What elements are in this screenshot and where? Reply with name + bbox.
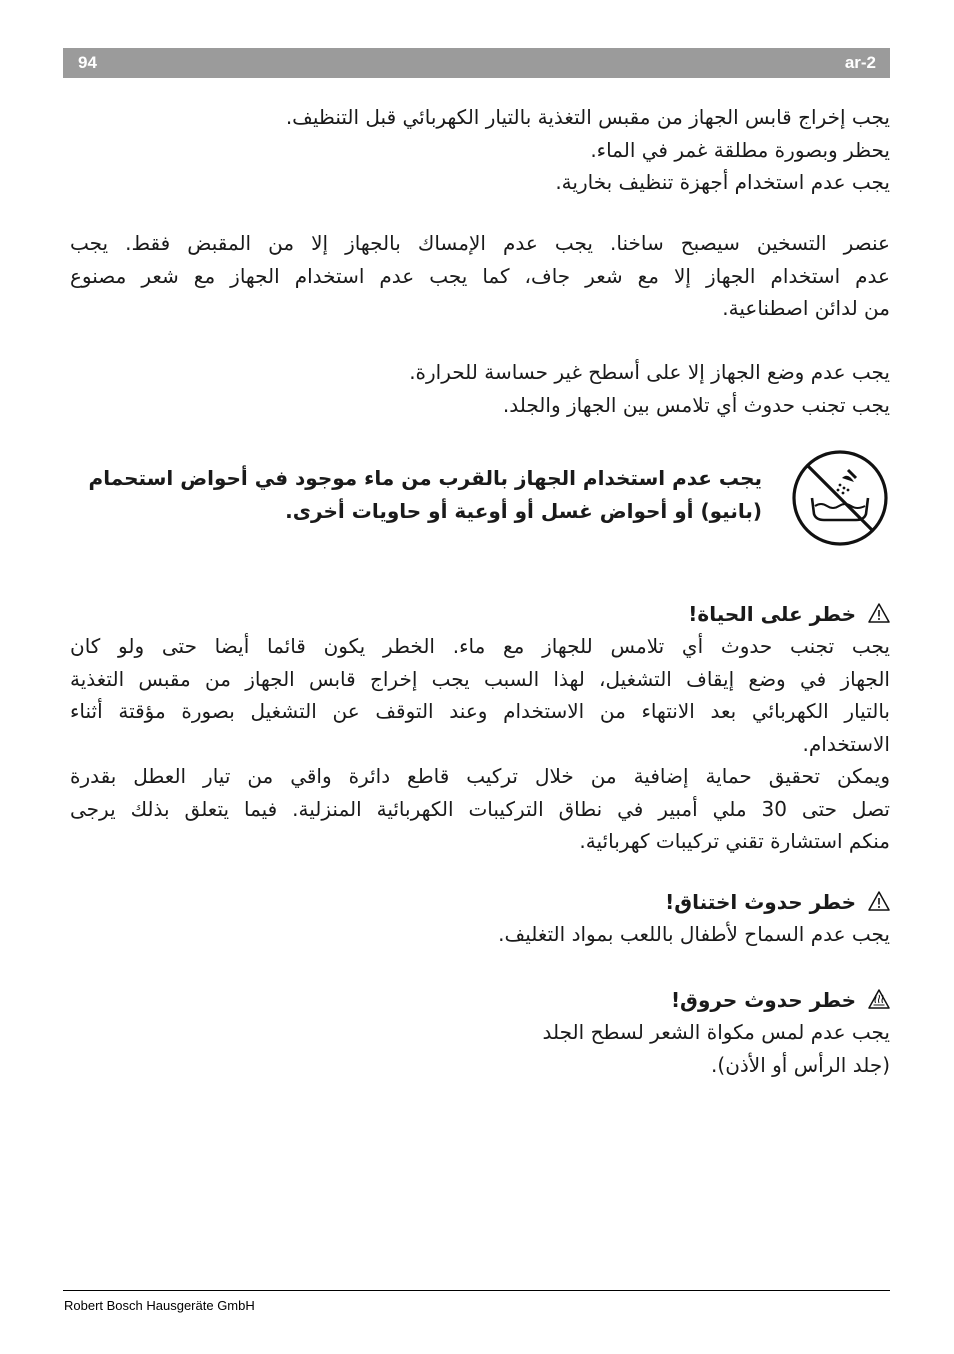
notice-line: يجب عدم استخدام الجهاز بالقرب من ماء موجود في أحواض استحمام	[88, 466, 762, 490]
hot-surface-warning-icon	[868, 987, 890, 1009]
text-line: يجب تجنب حدوث أي تلامس بين الجهاز والجلد.	[502, 392, 890, 417]
burns-heading	[70, 984, 890, 1016]
warning-heading-text: خطر حدوث حروق!	[670, 988, 856, 1012]
warning-triangle-icon	[868, 601, 890, 623]
suffocation-heading	[70, 886, 890, 918]
text-line: الاستخدام.	[802, 731, 890, 756]
footer-company: Robert Bosch Hausgeräte GmbH	[64, 1298, 255, 1313]
text-line: يجب تجنب حدوث أي تلامس للجهاز مع ماء. الخطر يكون قائما أيضا حتى ولو كان	[70, 634, 890, 658]
danger-to-life-heading	[70, 598, 890, 630]
page-header	[63, 48, 890, 78]
warning-heading-text: خطر على الحياة!	[688, 602, 856, 626]
text-line: عدم استخدام الجهاز إلا مع شعر جاف، كما يجب عدم استخدام الجهاز مع شعر مصنوع	[70, 263, 890, 288]
text-line: الجهاز في وضع إيقاف التشغيل، لهذا السبب يجب إخراج قابس الجهاز من مقبس التغذية	[70, 666, 890, 691]
notice-text	[82, 462, 762, 528]
text-line: من لدائن اصطناعية.	[722, 296, 890, 320]
footer-divider	[63, 1290, 890, 1291]
burns-section	[70, 984, 890, 1081]
warning-heading-text: خطر حدوث اختناق!	[665, 890, 856, 914]
text-line: بالتيار الكهربائي بعد الانتهاء من الاستخدام وعند التوقف عن التشغيل بصورة مؤقتة أثناء	[70, 699, 890, 723]
language-code: ar-2	[844, 53, 876, 72]
water-notice	[90, 460, 890, 560]
text-line: يجب عدم السماح لأطفال باللعب بمواد التغليف.	[498, 922, 890, 946]
warning-triangle-icon	[868, 889, 890, 911]
text-line: منكم استشارة تقني تركيبات كهربائية.	[579, 829, 890, 853]
text-line: يحظر وبصورة مطلقة غمر في الماء.	[590, 137, 890, 162]
text-line: يجب إخراج قابس الجهاز من مقبس التغذية بالتيار الكهربائي قبل التنظيف.	[285, 105, 890, 129]
surface-note	[70, 356, 890, 421]
text-line: يجب عدم استخدام أجهزة تنظيف بخارية.	[555, 170, 890, 194]
text-line: ويمكن تحقيق حماية إضافية من خلال تركيب قاطع دائرة واقي من تيار العطل بقدرة	[70, 764, 890, 788]
no-water-bath-icon	[790, 448, 890, 548]
danger-to-life-section	[70, 598, 890, 858]
text-line: يجب عدم لمس مكواة الشعر لسطح الجلد	[542, 1020, 890, 1044]
page-number: 94	[78, 53, 97, 72]
cleaning-instructions	[70, 101, 890, 199]
notice-line: (بانيو) أو أحواض غسل أو أوعية أو حاويات أخرى.	[285, 499, 762, 523]
text-line: (جلد الرأس أو الأذن).	[711, 1052, 890, 1077]
text-line: تصل حتى 30 ملي أمبير في نطاق التركيبات الكهربائية المنزلية. فيما يتعلق بذلك يرجى	[70, 796, 890, 821]
text-line: يجب عدم وضع الجهاز إلا على أسطح غير حساسة للحرارة.	[409, 360, 890, 384]
text-line: عنصر التسخين سيصبح ساخنا. يجب عدم الإمساك بالجهاز إلا من المقبض فقط. يجب	[70, 231, 890, 255]
heating-element-note	[70, 227, 890, 325]
suffocation-section	[70, 886, 890, 951]
